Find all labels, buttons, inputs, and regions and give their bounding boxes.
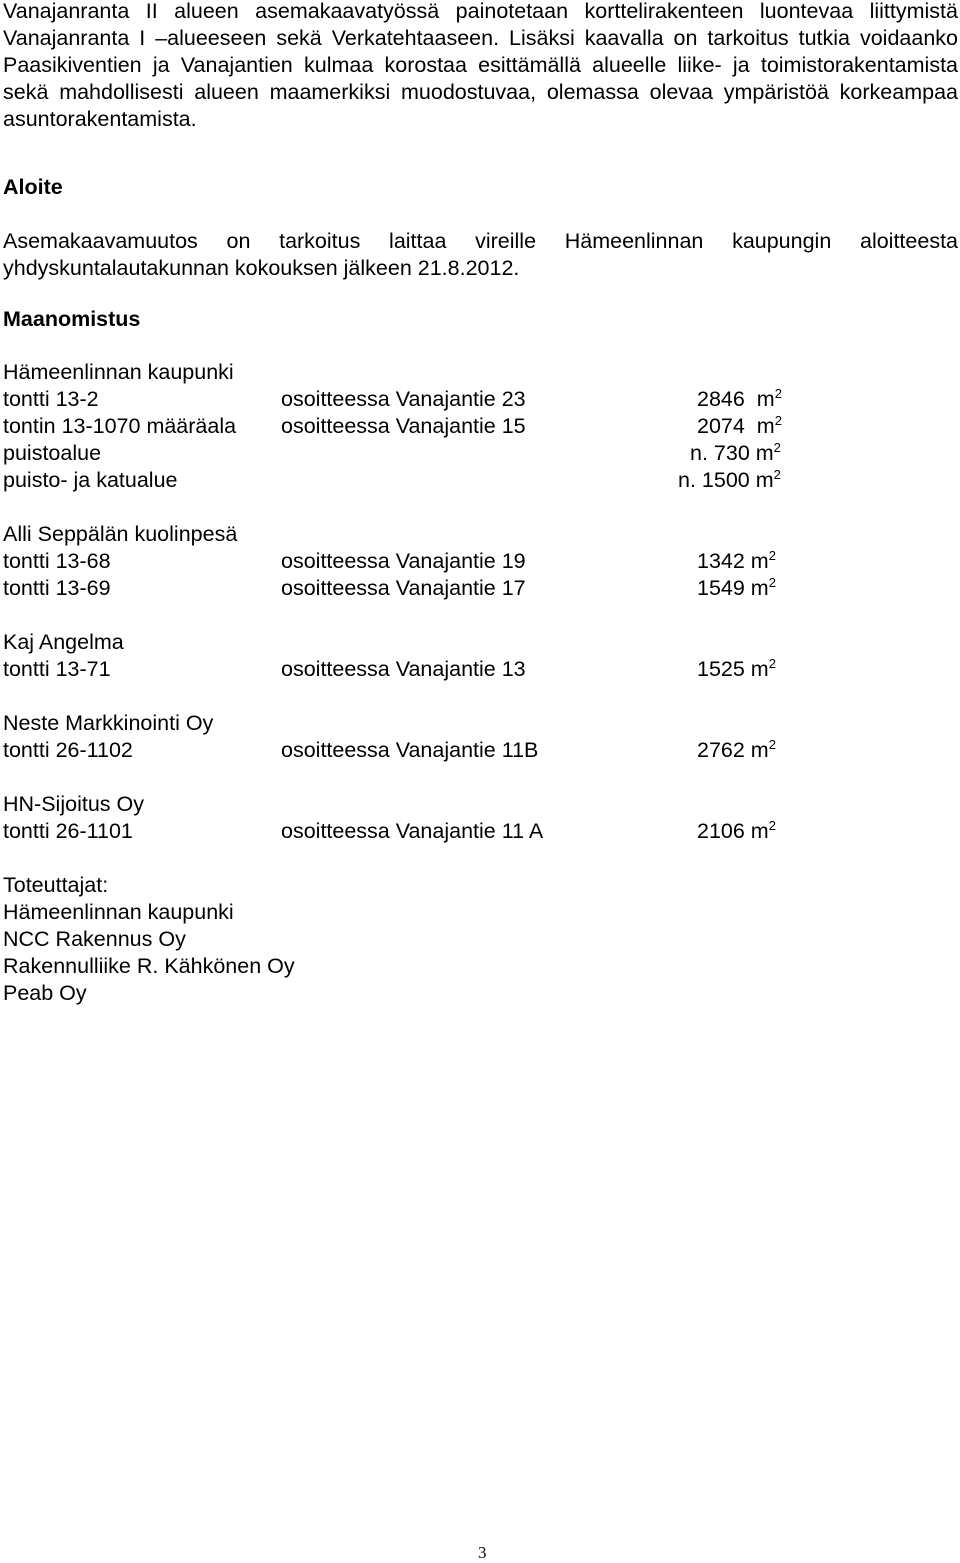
plot-id: tontti 13-71	[3, 657, 111, 681]
owner-name: Hämeenlinnan kaupunki	[3, 360, 234, 384]
owner-name: HN-Sijoitus Oy	[3, 792, 144, 816]
owner-name: Alli Seppälän kuolinpesä	[3, 522, 238, 546]
plot-area: n. 730 $m^2$	[690, 440, 781, 465]
table-row	[0, 737, 900, 764]
list-item: Hämeenlinnan kaupunki	[3, 900, 234, 924]
table-row	[0, 386, 900, 413]
plot-id: tontti 26-1102	[3, 738, 133, 762]
table-row	[0, 413, 900, 440]
plot-id: puisto- ja katualue	[3, 468, 178, 492]
list-item: Rakennulliike R. Kähkönen Oy	[3, 954, 295, 978]
plot-address: osoitteessa Vanajantie 15	[281, 414, 526, 438]
maanomistus-heading: Maanomistus	[3, 307, 141, 331]
table-row	[0, 575, 900, 602]
plot-area: 1549 $m^2$	[697, 575, 776, 600]
plot-address: osoitteessa Vanajantie 19	[281, 549, 526, 573]
plot-id: tontin 13-1070 määräala	[3, 414, 237, 438]
table-row	[0, 656, 900, 683]
plot-address: osoitteessa Vanajantie 17	[281, 576, 526, 600]
table-row	[0, 818, 900, 845]
plot-id: tontti 26-1101	[3, 819, 133, 843]
owner-name: Neste Markkinointi Oy	[3, 711, 214, 735]
list-item: Peab Oy	[3, 981, 87, 1005]
list-item: NCC Rakennus Oy	[3, 927, 186, 951]
toteuttajat-label: Toteuttajat:	[3, 873, 109, 897]
plot-id: tontti 13-2	[3, 387, 99, 411]
aloite-heading: Aloite	[3, 175, 63, 199]
plot-address: osoitteessa Vanajantie 13	[281, 657, 526, 681]
plot-area: 2074 $m^2$	[697, 413, 782, 438]
page-number: 3	[478, 1543, 487, 1562]
table-row	[0, 467, 900, 494]
plot-area: 2762 $m^2$	[697, 737, 776, 762]
plot-address: osoitteessa Vanajantie 23	[281, 387, 526, 411]
table-row	[0, 440, 900, 467]
plot-address: osoitteessa Vanajantie 11 A	[281, 819, 544, 843]
plot-id: tontti 13-69	[3, 576, 111, 600]
aloite-paragraph: Asemakaavamuutos on tarkoitus laittaa vireille Hämeenlinnan kaupungin aloitteesta yhdyskuntalautakunnan kokouksen jälkeen 21.8.2012.	[3, 229, 958, 280]
owner-name: Kaj Angelma	[3, 630, 124, 654]
plot-area: 2106 $m^2$	[697, 818, 776, 843]
plot-address: osoitteessa Vanajantie 11B	[281, 738, 539, 762]
plot-id: tontti 13-68	[3, 549, 111, 573]
plot-area: n. 1500 $m^2$	[678, 467, 781, 492]
intro-paragraph: Vanajanranta II alueen asemakaavatyössä painotetaan korttelirakenteen luontevaa liittymistä Vanajanranta I –alueeseen sekä Verkatehtaaseen. Lisäksi kaavalla on tarkoitus tutkia voidaanko Paasikiventien ja Vanajantien kulmaa korostaa esittämällä alueelle liike- ja toimistorakentamista sekä mahdollisesti alueen maamerkiksi muodostuvaa, olemassa olevaa ympäristöä korkeampaa asuntorakentamista.	[3, 0, 958, 131]
plot-id: puistoalue	[3, 441, 102, 465]
table-row	[0, 548, 900, 575]
plot-area: 2846 $m^2$	[697, 386, 782, 411]
plot-area: 1525 $m^2$	[697, 656, 776, 681]
plot-area: 1342 $m^2$	[697, 548, 776, 573]
